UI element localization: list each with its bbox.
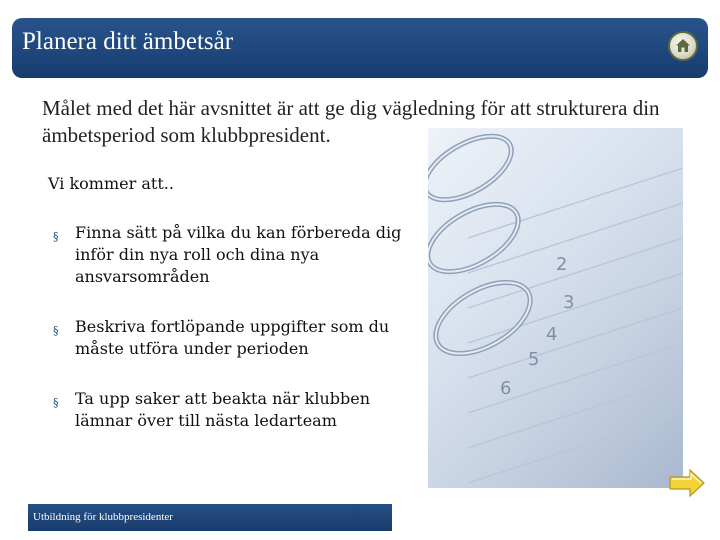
footer-text: Utbildning för klubbpresidenter <box>33 511 173 523</box>
arrow-right-icon <box>668 468 706 498</box>
planner-number: 5 <box>528 349 540 370</box>
bullet-marker: § <box>53 396 59 409</box>
intro-text: Målet med det här avsnittet är att ge dig vägledning för att strukturera din ämbetsperiod som klubbpresident. <box>42 96 660 147</box>
planner-number: 2 <box>556 254 568 275</box>
home-icon <box>674 37 692 55</box>
header-bar <box>12 18 708 78</box>
planner-number: 3 <box>563 292 575 313</box>
bullet-item <box>52 316 412 360</box>
bullet-marker: § <box>53 324 59 337</box>
bullet-item <box>52 222 412 288</box>
planner-number: 4 <box>546 324 558 345</box>
bullet-text: Ta upp saker att beakta när klubben lämnar över till nästa ledarteam <box>75 389 371 430</box>
planner-photo <box>428 128 683 488</box>
bullet-list <box>52 222 412 432</box>
page-number: 65 <box>351 508 369 524</box>
bullet-marker: § <box>53 230 59 243</box>
next-slide-button[interactable] <box>668 468 706 498</box>
planner-number: 6 <box>500 378 512 399</box>
home-button[interactable] <box>668 31 698 61</box>
bullet-text: Finna sätt på vilka du kan förbereda dig inför din nya roll och dina nya ansvarsområden <box>75 223 402 286</box>
slide-title: Planera ditt ämbetsår <box>22 28 234 55</box>
footer-bar <box>28 504 392 531</box>
subheading: Vi kommer att.. <box>48 174 174 193</box>
bullet-item <box>52 388 412 432</box>
bullet-text: Beskriva fortlöpande uppgifter som du måste utföra under perioden <box>75 317 390 358</box>
